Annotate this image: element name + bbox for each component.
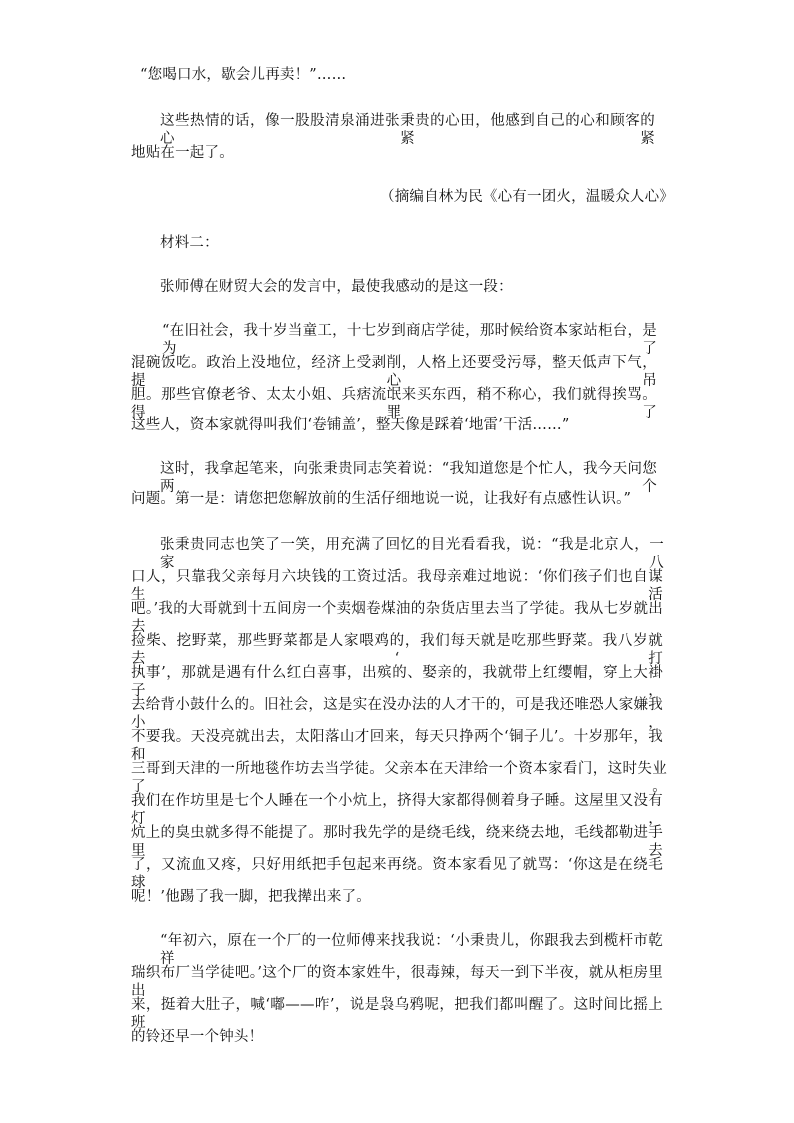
text-line: 胆。那些官僚老爷、太太小姐、兵痞流氓来买东西，稍不称心，我们就得挨骂。得罪了 [131, 387, 657, 421]
text-line: 来，挺着大肚子，喊‘嘟——咋’，说是袅乌鸦呢，把我们都叫醒了。这时间比摇上班 [131, 997, 663, 1031]
text-line: “在旧社会，我十岁当童工，十七岁到商店学徒，那时候给资本家站柜台，是为了 [162, 323, 657, 357]
text-line: 混碗饭吃。政治上没地位，经济上受剥削，人格上还要受污辱，整天低声下气，提心吊 [131, 355, 657, 389]
text-line: 了，又流血又疼，只好用纸把手包起来再绕。资本家看见了就骂：‘你这是在绕毛球 [131, 857, 663, 891]
text-line: 三哥到天津的一所地毯作坊去当学徒。父亲本在天津给一个资本家看门，这时失业了。 [131, 761, 667, 795]
text-line: 不要我。天没亮就出去，太阳落山才回来，每天只挣两个‘铜子儿’。十岁那年，我和 [131, 729, 663, 763]
text-line: 执事’，那就是遇有什么红白喜事，出殡的、娶亲的，我就带上红缨帽，穿上大褂子， [131, 665, 663, 699]
text-line: 瑞织布厂当学徒吧。’这个厂的资本家姓牛，很毒辣，每天一到下半夜，就从柜房里出 [131, 965, 663, 999]
text-line: 问题。第一是：请您把您解放前的生活仔细地说一说，让我好有点感性认识。” [131, 491, 632, 507]
text-line: 这时，我拿起笔来，向张秉贵同志笑着说：“我知道您是个忙人，我今天问您两个 [160, 461, 657, 495]
text-line: 口人，只靠我父亲每月六块钱的工资过活。我母亲难过地说：‘你们孩子们也自谋生活 [131, 569, 663, 603]
text-line: 炕上的臭虫就多得不能提了。那时我先学的是绕毛线，绕来绕去地，毛线都勒进手里去 [131, 825, 663, 859]
text-line: 吧。’我的大哥就到十五间房一个卖烟卷煤油的杂货店里去当了学徒。我从七岁就出去 [131, 601, 663, 635]
text-line: 的铃还早一个钟头！ [131, 1029, 264, 1045]
section-heading: 材料二： [160, 235, 219, 251]
text-line: 我们在作坊里是七个人睡在一个小炕上，挤得大家都得侧着身子睡。这屋里又没有灯， [131, 793, 663, 827]
citation-line: （摘编自林为民《心有一团火，温暖众人心》 [380, 189, 674, 205]
text-line: “您喝口水，歇会儿再卖！”…… [140, 67, 347, 83]
text-line: 这些热情的话，像一股股清泉涌进张秉贵的心田，他感到自己的心和顾客的心紧紧 [160, 113, 655, 147]
text-line: 捡柴、挖野菜，那些野菜都是人家喂鸡的，我们每天就是吃那些野菜。我八岁就去‘打 [131, 633, 663, 667]
text-line: 地贴在一起了。 [131, 145, 234, 161]
text-line: 张师傅在财贸大会的发言中，最使我感动的是这一段： [160, 279, 513, 295]
text-line: 这些人，资本家就得叫我们‘卷铺盖’，整天像是踩着‘地雷’干活……” [131, 417, 570, 433]
text-line: 呢！’他踢了我一脚，把我撵出来了。 [131, 889, 372, 905]
text-line: “年初六，原在一个厂的一位师傅来找我说：‘小秉贵儿，你跟我去到榄杆市乾祥 [160, 933, 663, 967]
text-line: 张秉贵同志也笑了一笑，用充满了回忆的目光看看我，说：“我是北京人，一家八 [160, 537, 664, 571]
text-line: 去给背小鼓什么的。旧社会，这是实在没办法的人才干的，可是我还唯恐人家嫌我小， [131, 697, 663, 731]
